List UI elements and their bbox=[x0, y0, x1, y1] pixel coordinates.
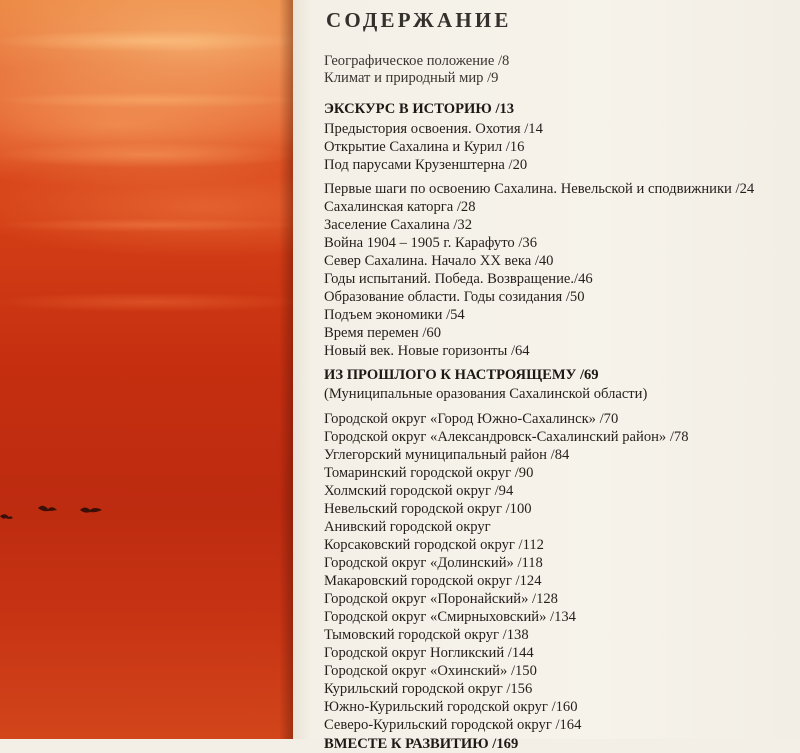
toc-entry: Курильский городской округ /156 bbox=[324, 681, 533, 697]
cloud-streak bbox=[0, 142, 293, 168]
toc-entry: Под парусами Крузенштерна /20 bbox=[324, 157, 528, 173]
toc-entry: Географическое положение /8 bbox=[324, 53, 510, 69]
toc-entry: Годы испытаний. Победа. Возвращение./46 bbox=[324, 271, 593, 287]
toc-entry: Корсаковский городской округ /112 bbox=[324, 537, 544, 553]
toc-entry: Новый век. Новые горизонты /64 bbox=[324, 343, 530, 359]
toc-entry: Городской округ «Поронайский» /128 bbox=[324, 591, 558, 607]
toc-entry: Сахалинская каторга /28 bbox=[324, 199, 476, 215]
cloud-streak bbox=[0, 30, 293, 52]
toc-entry: Городской округ «Город Южно-Сахалинск» /70 bbox=[324, 411, 619, 427]
toc-entry: Макаровский городской округ /124 bbox=[324, 573, 542, 589]
toc-entry: Тымовский городской округ /138 bbox=[324, 627, 529, 643]
cloud-streak bbox=[0, 218, 293, 232]
toc-entry: Городской округ «Александровск-Сахалинский район» /78 bbox=[324, 429, 689, 445]
toc-entry: Образование области. Годы созидания /50 bbox=[324, 289, 585, 305]
cloud-streak bbox=[0, 92, 293, 108]
toc-entry: Южно-Курильский городской округ /160 bbox=[324, 699, 578, 715]
toc-entry: Война 1904 – 1905 г. Карафуто /36 bbox=[324, 235, 537, 251]
flying-birds-icon bbox=[0, 498, 110, 532]
toc-entry: Городской округ «Долинский» /118 bbox=[324, 555, 543, 571]
toc-entry: Северо-Курильский городской округ /164 bbox=[324, 717, 582, 733]
cloud-streak bbox=[0, 292, 293, 312]
page-gutter-shadow bbox=[279, 0, 293, 739]
section-subtitle: (Муниципальные оразования Сахалинской области) bbox=[324, 386, 648, 402]
toc-entry: Первые шаги по освоению Сахалина. Невельской и сподвижники /24 bbox=[324, 181, 755, 197]
toc-entry: Городской округ «Охинский» /150 bbox=[324, 663, 537, 679]
page-title: СОДЕРЖАНИЕ bbox=[326, 8, 512, 32]
toc-entry: Климат и природный мир /9 bbox=[324, 70, 499, 86]
toc-entry: Заселение Сахалина /32 bbox=[324, 217, 473, 233]
toc-entry: Невельский городской округ /100 bbox=[324, 501, 532, 517]
toc-entry: Подъем экономики /54 bbox=[324, 307, 465, 323]
toc-entry: Север Сахалина. Начало XX века /40 bbox=[324, 253, 554, 269]
toc-entry: Томаринский городской округ /90 bbox=[324, 465, 534, 481]
sunset-photo bbox=[0, 0, 293, 739]
section-heading: ВМЕСТЕ К РАЗВИТИЮ /169 bbox=[324, 736, 519, 752]
toc-entry: Городской округ Ногликский /144 bbox=[324, 645, 534, 661]
section-heading: ИЗ ПРОШЛОГО К НАСТРОЯЩЕМУ /69 bbox=[324, 367, 599, 383]
toc-entry: Холмский городской округ /94 bbox=[324, 483, 514, 499]
toc-entry: Время перемен /60 bbox=[324, 325, 441, 341]
toc-entry: Предыстория освоения. Охотия /14 bbox=[324, 121, 543, 137]
toc-entry: Анивский городской округ bbox=[324, 519, 491, 535]
toc-entry: Углегорский муниципальный район /84 bbox=[324, 447, 570, 463]
toc-entry: Городской округ «Смирныховский» /134 bbox=[324, 609, 576, 625]
toc-entry: Открытие Сахалина и Курил /16 bbox=[324, 139, 525, 155]
section-heading: ЭКСКУРС В ИСТОРИЮ /13 bbox=[324, 101, 515, 117]
